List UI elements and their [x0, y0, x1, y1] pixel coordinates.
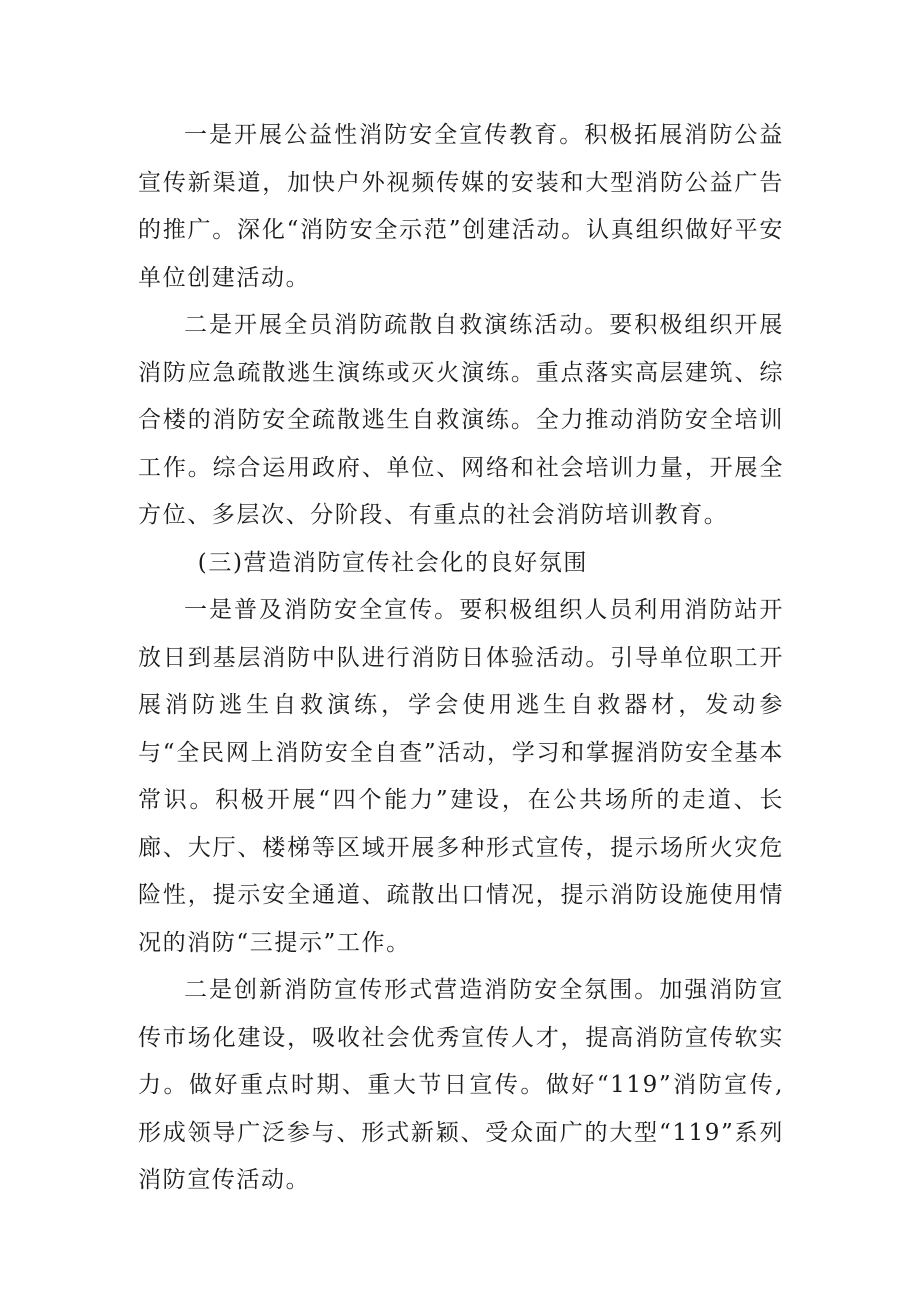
paragraph-popularize-safety: 一是普及消防安全宣传。要积极组织人员利用消防站开放日到基层消防中队进行消防日体验活动。引导单位职工开展消防逃生自救演练，学会使用逃生自救器材，发动参与“全民网上消防安全自查”活动，学习和掌握消防安全基本常识。积极开展“四个能力”建设，在公共场所的走道、长廊、大厅、楼梯等区域开展多种形式宣传，提示场所火灾危险性，提示安全通道、疏散出口情况，提示消防设施使用情况的消防“三提示”工作。 — [138, 597, 784, 956]
paragraph-public-welfare-education: 一是开展公益性消防安全宣传教育。积极拓展消防公益宣传新渠道，加快户外视频传媒的安装和大型消防公益广告的推广。深化“消防安全示范”创建活动。认真组织做好平安单位创建活动。 — [138, 122, 784, 291]
section-heading: (三)营造消防宣传社会化的良好氛围 — [197, 549, 588, 576]
paragraph-evacuation-drills: 二是开展全员消防疏散自救演练活动。要积极组织开展消防应急疏散逃生演练或灭火演练。重点落实高层建筑、综合楼的消防安全疏散逃生自救演练。全力推动消防安全培训工作。综合运用政府、单位、网络和社会培训力量，开展全方位、多层次、分阶段、有重点的社会消防培训教育。 — [138, 312, 784, 528]
paragraph-innovate-publicity: 二是创新消防宣传形式营造消防安全氛围。加强消防宣传市场化建设，吸收社会优秀宣传人才，提高消防宣传软实力。做好重点时期、重大节日宣传。做好“119”消防宣传,形成领导广泛参与、形式新颖、受众面广的大型“119”系列消防宣传活动。 — [138, 977, 784, 1193]
document-page — [138, 112, 784, 1205]
